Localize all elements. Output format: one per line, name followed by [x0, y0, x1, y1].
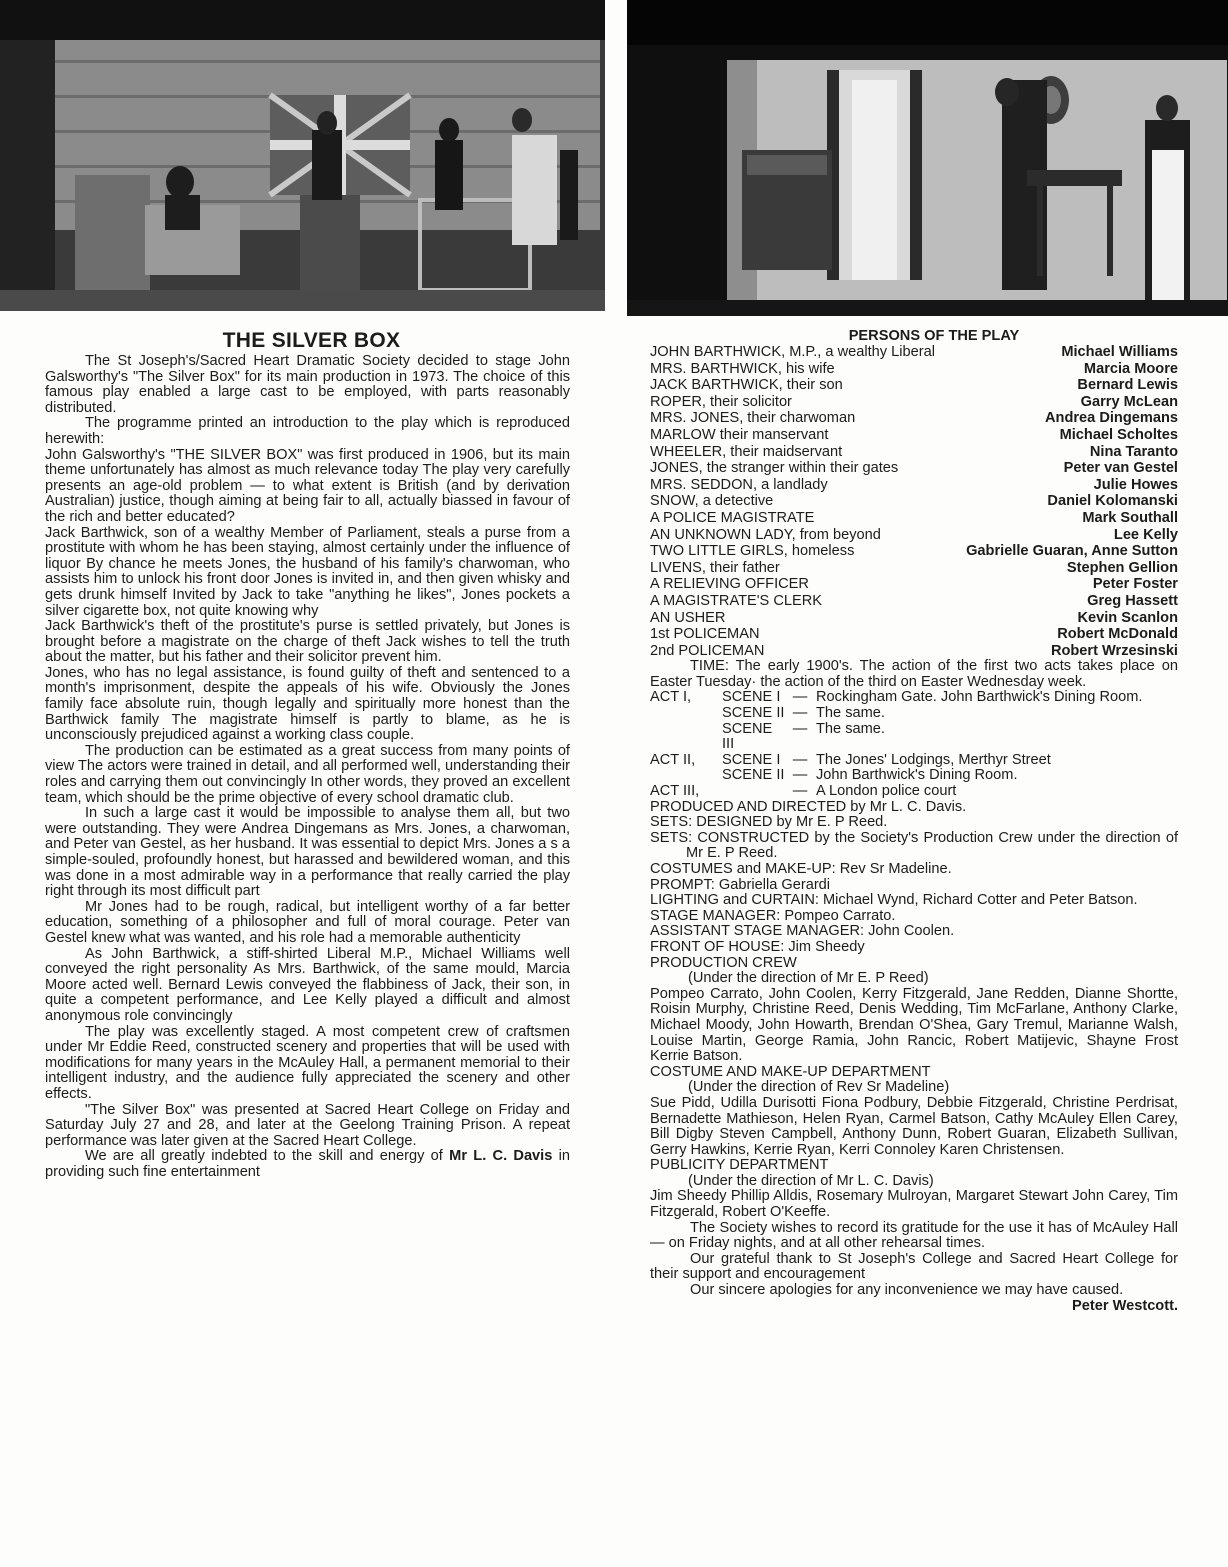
credit-line: FRONT OF HOUSE: Jim Sheedy: [650, 938, 865, 955]
apology-text: Our sincere apologies for any inconvenience we may have caused.: [690, 1282, 1124, 1299]
cast-role: MARLOW their manservant: [650, 426, 829, 443]
crew-names: Sue Pidd, Udilla Durisotti Fiona Podbury, Debbie Fitzgerald, Christine Perdrisat, Bernadette Mathieson, Helen Ryan, Carmel Batson, Cathy McAuley Ellen Carey, Bill Digby Steven Campbell, Anthony Dunn, Robert Guaran, Elizabeth Sullivan, Gerry Hawkins, Kerrie Ryan, Kerri Connoley Karen Christensen.: [650, 1094, 1178, 1158]
cast-actor: Bernard Lewis: [1077, 377, 1178, 394]
credits-list: [650, 800, 1178, 956]
cast-role: MRS. JONES, their charwoman: [650, 410, 856, 427]
scene-row: SCENE II — John Barthwick's Dining Room.: [722, 767, 1018, 784]
credit-line: SETS: DESIGNED by Mr E. P Reed.: [650, 814, 888, 831]
article-paragraph: "The Silver Box" was presented at Sacred Heart College on Friday and Saturday July 27 and 28, and later at the Geelong Training Prison. A repeat performance was later given at the Sacred Heart College.: [45, 1101, 570, 1149]
cast-row: [650, 377, 1178, 394]
cast-row: [650, 444, 1178, 461]
cast-actor: Peter van Gestel: [1063, 460, 1178, 477]
cast-role: TWO LITTLE GIRLS, homeless: [650, 543, 855, 560]
cast-role: ROPER, their solicitor: [650, 393, 792, 410]
crew-names: Jim Sheedy Phillip Alldis, Rosemary Mulroyan, Margaret Stewart John Carey, Tim Fitzgerald, Robert O'Keeffe.: [650, 1188, 1178, 1221]
scene-list: [650, 690, 1142, 799]
crew-section: [650, 956, 1178, 1065]
cast-role: AN USHER: [650, 609, 726, 626]
credit-line: PROMPT: Gabriella Gerardi: [650, 876, 831, 893]
scene-row: ACT III, — A London police court: [650, 783, 957, 800]
article-paragraph: The play was excellently staged. A most competent crew of craftsmen under Mr Eddie Reed, constructed scenery and properties that will be used with modifications for many years in the McAuley Hall, a permanent memorial to their intelligent industry, and the audience fully appreciated the scenery and other effects.: [45, 1023, 570, 1102]
closing-name: Mr L. C. Davis: [449, 1148, 553, 1165]
scene-row: ACT II, SCENE I — The Jones' Lodgings, Merthyr Street: [650, 751, 1051, 768]
cast-row: [650, 643, 1178, 660]
credit-line: COSTUMES and MAKE-UP: Rev Sr Madeline.: [650, 861, 952, 877]
cast-role: LIVENS, their father: [650, 559, 780, 576]
cast-role: MRS. SEDDON, a landlady: [650, 476, 828, 493]
credit-line: LIGHTING and CURTAIN: Michael Wynd, Richard Cotter and Peter Batson.: [650, 892, 1138, 909]
stage-photo-courtroom: [0, 0, 605, 311]
cast-actor: Michael Williams: [1061, 344, 1178, 360]
crew-section: [650, 1158, 1178, 1220]
cast-row: [650, 610, 1178, 627]
crew-names: Pompeo Carrato, John Coolen, Kerry Fitzgerald, Jane Redden, Dianne Shortte, Roisin Murphy, Christine Reed, Denis Wedding, Tim McFarlane, Anthony Clarke, Michael Moody, John Howarth, Brendan O'Shea, Gary Tremul, Marianne Walsh, Louise Martin, George Ramia, John Rancic, Robert Matijevic, Shayne Frost Kerrie Batson.: [650, 985, 1178, 1065]
article-paragraph: John Galsworthy's "THE SILVER BOX" was first produced in 1906, but its main theme unfortunately has almost as much relevance today The play very carefully presents an age-old problem — to what extent is British (and by derivation Australian) justice, though aiming at being fair to all, actually biassed in favour of the rich and better educated?: [45, 446, 570, 525]
thanks-paragraph: Our grateful thank to St Joseph's College and Sacred Heart College for their support and encouragement: [650, 1250, 1178, 1283]
article-closing: [45, 1149, 570, 1180]
cast-row: [650, 593, 1178, 610]
cast-actor: Nina Taranto: [1089, 443, 1178, 460]
cast-row: [650, 510, 1178, 527]
cast-actor: Garry McLean: [1080, 393, 1178, 410]
cast-role: A RELIEVING OFFICER: [650, 576, 809, 593]
credit-line: STAGE MANAGER: Pompeo Carrato.: [650, 907, 896, 924]
scene-row: SCENE II — The same.: [722, 705, 885, 722]
cast-role: A POLICE MAGISTRATE: [650, 509, 815, 526]
cast-actor: Robert Wrzesinski: [1050, 642, 1178, 659]
cast-actor: Julie Howes: [1093, 476, 1178, 493]
article-column: [45, 328, 570, 1180]
cast-actor: Andrea Dingemans: [1045, 410, 1178, 427]
article-paragraph: The programme printed an introduction to the play which is reproduced herewith:: [45, 415, 570, 447]
cast-row: [650, 527, 1178, 544]
cast-row: [650, 410, 1178, 427]
scene-row: SCENE III — The same.: [722, 720, 885, 753]
cast-role: A MAGISTRATE'S CLERK: [650, 592, 823, 609]
cast-actor: Peter Foster: [1092, 576, 1178, 593]
article-paragraph: Jones, who has no legal assistance, is found guilty of theft and sentenced to a month's imprisonment, despite the appeals of his wife. Obviously the Jones family face absolute ruin, though legally and spiritually more honest than the Barthwick family The magistrate himself is partly to blame, as he is unconsciously prejudiced against a working class couple.: [45, 664, 570, 744]
cast-row: [650, 427, 1178, 444]
programme-column: [650, 328, 1178, 1314]
time-note: TIME: The early 1900's. The action of the first two acts takes place on Easter Tuesday· the action of the third on Easter Wednesday week.: [650, 658, 1178, 690]
cast-role: JACK BARTHWICK, their son: [650, 377, 843, 394]
article-title: THE SILVER BOX: [222, 329, 401, 352]
article-paragraph: The production can be estimated as a great success from many points of view The actors were trained in detail, and all performed well, understanding their roles and carrying them out convincingly In other words, they proved an excellent team, which should be the prime objective of every school dramatic club.: [45, 742, 570, 806]
crew-note: (Under the direction of Mr L. C. Davis): [688, 1172, 934, 1189]
cast-role: WHEELER, their maidservant: [650, 443, 843, 460]
cast-role: AN UNKNOWN LADY, from beyond: [650, 526, 881, 543]
cast-actor: Kevin Scanlon: [1077, 609, 1178, 626]
cast-actor: Gabrielle Guaran, Anne Sutton: [966, 543, 1178, 560]
crew-section: [650, 1065, 1178, 1159]
cast-actor: Stephen Gellion: [1066, 559, 1178, 576]
signature: Peter Westcott.: [1072, 1297, 1178, 1314]
cast-row: [650, 344, 1178, 361]
cast-row: [650, 394, 1178, 411]
cast-row: [650, 477, 1178, 494]
crew-note: (Under the direction of Mr E. P Reed): [688, 970, 929, 987]
cast-actor: Daniel Kolomanski: [1047, 493, 1178, 510]
cast-row: [650, 543, 1178, 560]
article-paragraph: As John Barthwick, a stiff-shirted Liberal M.P., Michael Williams well conveyed the right personality As Mrs. Barthwick, of the same mould, Marcia Moore acted well. Bernard Lewis conveyed the flabbiness of Jack, their son, in quite a competent performance, and Lee Kelly played a difficult and almost anonymous role convincingly: [45, 945, 570, 1024]
article-paragraph: Mr Jones had to be rough, radical, but intelligent worthy of a far better education, something of a philosopher and full of moral courage. Peter van Gestel knew what was wanted, and his role had a memorable authenticity: [45, 898, 570, 946]
cast-actor: Greg Hassett: [1087, 592, 1178, 609]
credit-line: SETS: CONSTRUCTED by the Society's Production Crew under the direction of Mr E. P Reed.: [650, 829, 1178, 862]
stage-photo-dining-room: [627, 0, 1228, 316]
crew-heading: PUBLICITY DEPARTMENT: [650, 1157, 829, 1174]
cast-role: SNOW, a detective: [650, 493, 774, 510]
cast-row: [650, 576, 1178, 593]
cast-actor: Michael Scholtes: [1059, 426, 1178, 443]
cast-actor: Mark Southall: [1082, 509, 1178, 526]
cast-heading: PERSONS OF THE PLAY: [848, 328, 1020, 344]
cast-actor: Lee Kelly: [1113, 526, 1178, 543]
credit-line: PRODUCED AND DIRECTED by Mr L. C. Davis.: [650, 798, 967, 815]
closing-text: in providing such fine entertainment: [45, 1148, 570, 1180]
thanks-paragraph: The Society wishes to record its gratitude for the use it has of McAuley Hall — on Friday nights, and at all other rehearsal times.: [650, 1219, 1178, 1252]
cast-actor: Robert McDonald: [1057, 626, 1178, 643]
closing-text: We are all greatly indebted to the skill and energy of: [85, 1148, 443, 1165]
cast-role: JONES, the stranger within their gates: [650, 460, 899, 477]
article-paragraph: Jack Barthwick, son of a wealthy Member of Parliament, steals a purse from a prostitute with whom he has been staying, almost certainly under the influence of liquor By chance he meets Jones, the husband of his family's charwoman, who assists him to unlock his front door Jones is invited in, and then given whisky and gets drunk himself Invited by Jack to take "anything he likes", Jones pockets a silver cigarette box, not quite knowing why: [45, 524, 570, 619]
cast-role: 1st POLICEMAN: [650, 626, 760, 643]
cast-row: [650, 361, 1178, 378]
cast-list: [650, 344, 1178, 659]
cast-row: [650, 626, 1178, 643]
cast-row: [650, 493, 1178, 510]
article-paragraph: Jack Barthwick's theft of the prostitute's purse is settled privately, but Jones is brought before a magistrate on the charge of theft Jack wishes to tell the truth about the matter, but his father and their solicitor prevent him.: [45, 618, 570, 666]
cast-row: [650, 460, 1178, 477]
cast-actor: Marcia Moore: [1083, 360, 1178, 377]
crew-heading: COSTUME AND MAKE-UP DEPARTMENT: [650, 1063, 931, 1080]
credit-line: ASSISTANT STAGE MANAGER: John Coolen.: [650, 923, 955, 940]
crew-note: (Under the direction of Rev Sr Madeline): [688, 1079, 950, 1096]
article-paragraph: The St Joseph's/Sacred Heart Dramatic Society decided to stage John Galsworthy's "The Silver Box" for its main production in 1973. The choice of this famous play enabled a large cast to be employed, with parts reasonably distributed.: [45, 353, 570, 416]
cast-row: [650, 560, 1178, 577]
article-paragraph: In such a large cast it would be impossible to analyse them all, but two were outstanding. They were Andrea Dingemans as Mrs. Jones, a charwoman, and Peter van Gestel, as her husband. It was essential to depict Mrs. Jones a s a simple-souled, profoundly honest, but harassed and bewildered woman, and this was done in a most admirable way in a performance that really carried the play right through its most difficult part: [45, 805, 570, 900]
crew-heading: PRODUCTION CREW: [650, 954, 797, 971]
scene-row: ACT I, SCENE I — Rockingham Gate. John Barthwick's Dining Room.: [650, 689, 1143, 706]
cast-role: MRS. BARTHWICK, his wife: [650, 360, 835, 377]
cast-role: 2nd POLICEMAN: [650, 642, 765, 659]
cast-role: JOHN BARTHWICK, M.P., a wealthy Liberal: [650, 344, 935, 360]
